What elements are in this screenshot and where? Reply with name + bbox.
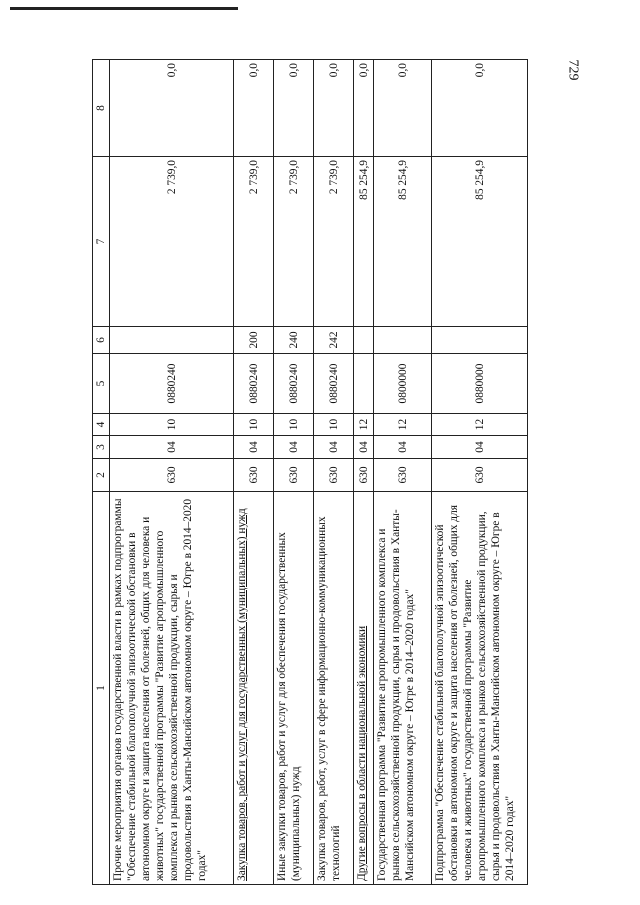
table-row <box>110 60 234 885</box>
amount-cell: 0,0 <box>314 60 354 157</box>
header-cell: 8 <box>93 60 110 157</box>
code-admin: 630 <box>274 459 314 492</box>
table-header-row <box>93 60 110 885</box>
table-row <box>354 60 374 885</box>
row-name: Закупка товаров, работ, услуг в сфере информационно-коммуникационных технологий <box>314 492 354 885</box>
code-target: 0880240 <box>274 354 314 414</box>
row-name: Прочие мероприятия органов государственной власти в рамках подпрограммы "Обеспечение стабильной благополучной эпизоотической обстановки в автономном округе и защита населения от болезней, общих для человека и животных" государственной программы "Развитие агропромышленного комплекса и рынков сельскохозяйственной продукции, сырья и продовольствия в Ханты-Мансийском автономном округе – Югре в 2014–2020 годах" <box>110 492 234 885</box>
code-section: 04 <box>374 436 432 459</box>
code-expense-type: 242 <box>314 327 354 354</box>
code-subsection: 12 <box>354 414 374 436</box>
code-subsection: 10 <box>274 414 314 436</box>
code-admin: 630 <box>314 459 354 492</box>
header-cell: 1 <box>93 492 110 885</box>
table-row <box>314 60 354 885</box>
top-rule <box>10 7 238 10</box>
header-cell: 5 <box>93 354 110 414</box>
table-row <box>374 60 432 885</box>
code-subsection: 10 <box>110 414 234 436</box>
code-subsection: 12 <box>432 414 528 436</box>
code-target <box>354 354 374 414</box>
code-admin: 630 <box>110 459 234 492</box>
code-admin: 630 <box>432 459 528 492</box>
code-admin: 630 <box>234 459 274 492</box>
header-cell: 4 <box>93 414 110 436</box>
code-section: 04 <box>314 436 354 459</box>
code-subsection: 10 <box>234 414 274 436</box>
code-target: 0880240 <box>110 354 234 414</box>
amount-cell: 2 739,0 <box>110 157 234 327</box>
amount-cell: 85 254,9 <box>374 157 432 327</box>
amount-cell: 85 254,9 <box>432 157 528 327</box>
row-name: Подпрограмма "Обеспечение стабильной благополучной эпизоотической обстановки в автономном округе и защита населения от болезней, общих для человека и животных" государственной программы "Развитие агропромышленного комплекса и рынков сельскохозяйственной продукции, сырья и продовольствия в Ханты-Мансийском автономном округе – Югре в 2014–2020 годах" <box>432 492 528 885</box>
amount-cell: 0,0 <box>374 60 432 157</box>
budget-table <box>92 59 528 885</box>
row-name: Государственная программа "Развитие агропромышленного комплекса и рынков сельскохозяйственной продукции, сырья и продовольствия в Ханты-Мансийском автономном округе – Югре в 2014–2020 годах" <box>374 492 432 885</box>
amount-cell: 0,0 <box>234 60 274 157</box>
header-cell: 7 <box>93 157 110 327</box>
code-expense-type <box>374 327 432 354</box>
amount-cell: 0,0 <box>432 60 528 157</box>
amount-cell: 2 739,0 <box>314 157 354 327</box>
row-name: Другие вопросы в области национальной экономики <box>354 492 374 885</box>
row-name: Иные закупки товаров, работ и услуг для обеспечения государственных (муниципальных) нужд <box>274 492 314 885</box>
code-admin: 630 <box>374 459 432 492</box>
code-expense-type <box>354 327 374 354</box>
code-expense-type <box>432 327 528 354</box>
code-section: 04 <box>234 436 274 459</box>
code-target: 0880240 <box>314 354 354 414</box>
table-row <box>274 60 314 885</box>
header-cell: 2 <box>93 459 110 492</box>
row-name: Закупка товаров, работ и услуг для государственных (муниципальных) нужд <box>234 492 274 885</box>
amount-cell: 0,0 <box>354 60 374 157</box>
amount-cell: 2 739,0 <box>274 157 314 327</box>
budget-table-sheet <box>92 60 522 885</box>
amount-cell: 2 739,0 <box>234 157 274 327</box>
code-expense-type <box>110 327 234 354</box>
code-target: 0880240 <box>234 354 274 414</box>
code-section: 04 <box>432 436 528 459</box>
page-number: 729 <box>565 59 581 81</box>
amount-cell: 0,0 <box>110 60 234 157</box>
table-row <box>234 60 274 885</box>
amount-cell: 85 254,9 <box>354 157 374 327</box>
amount-cell: 0,0 <box>274 60 314 157</box>
code-expense-type: 200 <box>234 327 274 354</box>
code-section: 04 <box>354 436 374 459</box>
table-row <box>432 60 528 885</box>
header-cell: 6 <box>93 327 110 354</box>
code-target: 0880000 <box>432 354 528 414</box>
code-admin: 630 <box>354 459 374 492</box>
code-expense-type: 240 <box>274 327 314 354</box>
code-subsection: 12 <box>374 414 432 436</box>
code-subsection: 10 <box>314 414 354 436</box>
code-section: 04 <box>274 436 314 459</box>
code-section: 04 <box>110 436 234 459</box>
header-cell: 3 <box>93 436 110 459</box>
code-target: 0800000 <box>374 354 432 414</box>
